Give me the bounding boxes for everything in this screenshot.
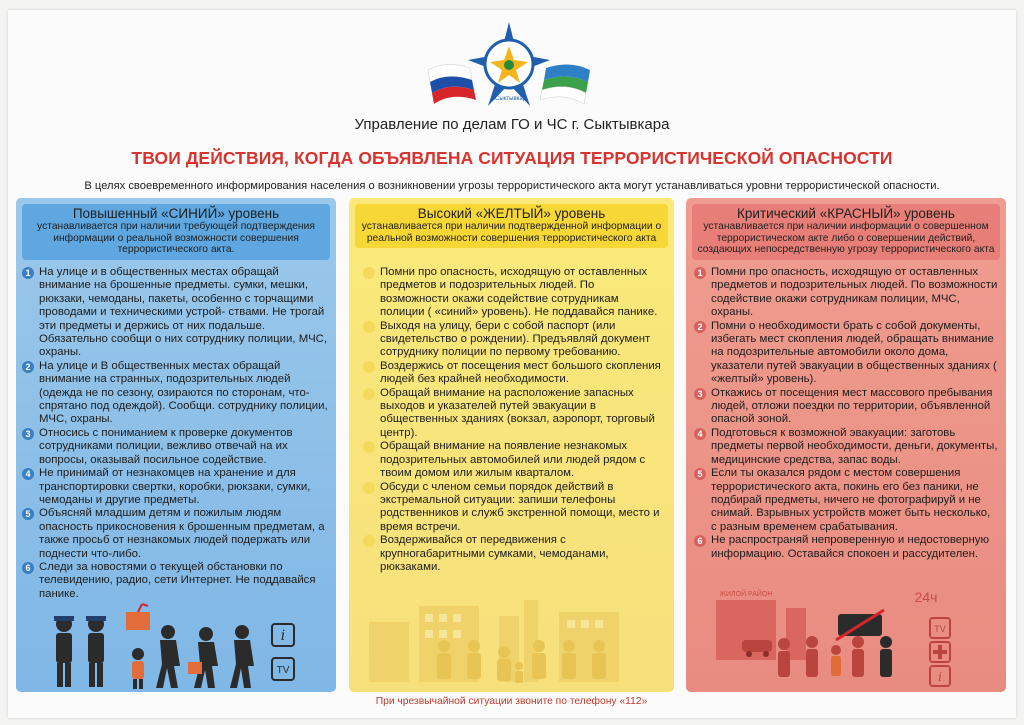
svg-text:i: i bbox=[280, 628, 286, 644]
person-with-bag-icon bbox=[188, 627, 218, 688]
list-item bbox=[22, 561, 328, 601]
yellow-level-title: Высокий «ЖЕЛТЫЙ» уровень bbox=[417, 206, 606, 221]
item-text: Обсуди с членом семьи порядок действий в экстремальной ситуации: запиши телефоны родственников и служб экстренной помощи, место и время встречи. bbox=[380, 480, 660, 533]
item-text: Относись с пониманием к проверке документов сотрудниками полиции, вежливо отвечай на их вопросы, оказывай посильное содействие. bbox=[39, 426, 293, 466]
emblem-city-text: г.Сыктывкар bbox=[491, 96, 527, 102]
list-item bbox=[363, 387, 662, 441]
list-item bbox=[22, 507, 328, 561]
item-text: Обращай внимание на расположение запасных выходов и указателей путей эвакуации в общественных зданиях (вокзал, аэропорт, торговый центр). bbox=[380, 386, 655, 439]
item-number: 5 bbox=[694, 468, 706, 480]
item-text: Не распространяй непроверенную и недостоверную информацию. Оставайся спокоен и рассудителен. bbox=[711, 534, 989, 560]
child-icon bbox=[132, 648, 144, 689]
item-text: На улице и В общественных местах обращай внимание на странных, подозрительных людей (одежда не по сезону, озираются по сторонам, что-спрятано под одеждой). Сообщи. сотруднику полиции, МЧС, охраны. bbox=[39, 359, 328, 426]
svg-text:TV: TV bbox=[276, 665, 290, 676]
blue-actions-list bbox=[22, 266, 328, 601]
list-item bbox=[22, 467, 328, 507]
tv-icon bbox=[930, 618, 950, 638]
residential-area-sign-icon bbox=[720, 589, 773, 598]
item-text: Воздерживайся от передвижения с крупногабаритными сумками, чемоданами, рюкзаками. bbox=[380, 534, 609, 573]
list-item bbox=[694, 387, 998, 427]
item-number: 1 bbox=[363, 267, 375, 279]
item-text: Помни о необходимости брать с собой документы, избегать мест скопления людей, обращать внимание на подозрительные автомобили около дома, указатели путей эвакуации в общественных зданиях ( «желтый» уровень). bbox=[711, 319, 997, 386]
civil-defense-star-icon bbox=[468, 22, 550, 106]
item-number: 3 bbox=[363, 361, 375, 373]
red-level-title: Критический «КРАСНЫЙ» уровень bbox=[737, 206, 955, 221]
list-item bbox=[694, 266, 998, 320]
org-title: Управление по делам ГО и ЧС г. Сыктывкара bbox=[354, 116, 670, 133]
item-text: Выходя на улицу, бери с собой паспорт (или свидетельство о рождении). Предъявляй документ сотруднику полиции по первому требованию. bbox=[380, 319, 651, 359]
clock-24h-icon bbox=[915, 589, 938, 605]
red-illustration bbox=[686, 584, 1006, 692]
item-number: 4 bbox=[363, 388, 375, 400]
list-item bbox=[363, 320, 662, 360]
info-sign-icon bbox=[272, 624, 294, 646]
item-number: 7 bbox=[363, 535, 375, 547]
item-number: 1 bbox=[22, 267, 34, 279]
intro-text: В целях своевременного информирования населения о возникновении угрозы террористического акта могут устанавливаться уровни террористической опасности. bbox=[84, 180, 940, 192]
emergency-phone-note: При чрезвычайной ситуации звоните по телефону «112» bbox=[375, 696, 648, 707]
blue-level-subtitle: устанавливается при наличии требующей подтверждения информации о реальной возможности совершения террористического акта. bbox=[37, 221, 315, 255]
list-item bbox=[22, 427, 328, 467]
page-title: ТВОИ ДЕЙСТВИЯ, КОГДА ОБЪЯВЛЕНА СИТУАЦИЯ ТЕРРОРИСТИЧЕСКОЙ ОПАСНОСТИ bbox=[131, 148, 893, 168]
blue-level-header bbox=[22, 204, 330, 260]
item-text: Объясняй младшим детям и пожилым людям опасность прикосновения к брошенным предметам, а также просьб от незнакомых людей подержать или поднести что-либо. bbox=[39, 507, 325, 560]
police-officer-icon bbox=[86, 616, 106, 687]
item-text: Следи за новостями о текущей обстановки по телевидению, радио, сети Интернет. Не поддавайся панике. bbox=[39, 560, 316, 600]
red-level-header bbox=[692, 204, 1000, 260]
yellow-illustration bbox=[349, 592, 674, 692]
yellow-level-subtitle: устанавливается при наличии подтвержденной информации о реальной возможности совершения террористического акта bbox=[361, 221, 662, 244]
russian-flag-icon bbox=[428, 64, 476, 104]
item-number: 6 bbox=[363, 482, 375, 494]
item-number: 5 bbox=[363, 441, 375, 453]
list-item bbox=[363, 360, 662, 387]
item-number: 3 bbox=[694, 388, 706, 400]
yellow-actions-list bbox=[363, 266, 662, 574]
blue-illustration bbox=[16, 602, 336, 692]
list-item bbox=[363, 266, 662, 320]
item-number: 3 bbox=[22, 428, 34, 440]
svg-text:TV: TV bbox=[934, 624, 946, 634]
komi-flag-icon bbox=[540, 64, 590, 104]
tv-icon bbox=[272, 658, 294, 680]
item-number: 1 bbox=[694, 267, 706, 279]
item-number: 6 bbox=[694, 535, 706, 547]
svg-text:24ч: 24ч bbox=[914, 589, 938, 605]
yellow-level-header bbox=[355, 204, 668, 248]
blue-level-panel bbox=[16, 198, 336, 692]
item-text: Помни про опасность, исходящую от оставленных предметов и подозрительных людей. По возможности содействие окажи сотрудникам полиции, МЧС, охраны. bbox=[711, 266, 998, 319]
item-text: Если ты оказался рядом с местом совершения террористического акта, покинь его без паники, не подбирай предметы, ничего не фотографируй и не снимай. Взрывных устройств может быть несколько, с разным временем срабатывания. bbox=[711, 467, 991, 533]
walking-person-icon bbox=[230, 625, 254, 688]
medical-cross-icon bbox=[930, 642, 950, 662]
yellow-level-panel bbox=[349, 198, 674, 692]
list-item bbox=[363, 481, 662, 535]
item-number: 2 bbox=[694, 321, 706, 333]
item-text: Воздержись от посещения мест большого скопления людей без крайней необходимости. bbox=[380, 359, 661, 386]
list-item bbox=[363, 534, 662, 574]
walking-person-icon bbox=[156, 625, 180, 688]
svg-text:ЖИЛОЙ РАЙОН: ЖИЛОЙ РАЙОН bbox=[719, 591, 773, 598]
svg-text:i: i bbox=[938, 670, 942, 684]
city-buildings-icon bbox=[369, 600, 619, 682]
item-text: Откажись от посещения мест массового пребывания людей, отложи поездки по территории, объявленной опасной зоной. bbox=[711, 386, 993, 426]
list-item bbox=[22, 266, 328, 360]
red-level-subtitle: устанавливается при наличии информации о совершенном террористическом акте либо о совершении действий, создающих непосредственную угрозу террористического акта bbox=[697, 221, 995, 255]
item-text: Помни про опасность, исходящую от оставленных предметов и подозрительных людей. По возможности окажи содействие сотрудникам полиции ( «синий» уровень). Не поддавайся панике. bbox=[380, 266, 658, 319]
item-text: На улице и в общественных местах обращай внимание на брошенные предметы. сумки, мешки, рюкзаки, чемоданы, пакеты, особенно с торчащими проводами и техническими устрой- ствами. Не трогай эти предметы и держись от них подальше. Обязательно сообщи о них сотруднику полиции, МЧС, охраны. bbox=[39, 266, 328, 359]
item-number: 2 bbox=[363, 321, 375, 333]
list-item bbox=[694, 320, 998, 387]
red-level-panel bbox=[686, 198, 1006, 692]
blue-level-title: Повышенный «СИНИЙ» уровень bbox=[72, 206, 280, 221]
rescuer-icon bbox=[880, 636, 892, 677]
list-item bbox=[694, 427, 998, 467]
item-number: 6 bbox=[22, 562, 34, 574]
item-text: Обращай внимание на появление незнакомых подозрительных автомобилей или людей рядом с твоим домом или жилым кварталом. bbox=[380, 440, 646, 480]
emblem-graphic bbox=[426, 20, 592, 112]
list-item bbox=[694, 467, 998, 534]
red-actions-list bbox=[694, 266, 998, 561]
list-item bbox=[363, 440, 662, 480]
camera-forbidden-icon bbox=[836, 610, 884, 640]
item-text: Подготовься к возможной эвакуации: заготовь предметы первой необходимости, деньги, документы, медицинские средства, запас воды. bbox=[711, 426, 998, 466]
police-officer-icon bbox=[54, 616, 74, 687]
item-text: Не принимай от незнакомцев на хранение и для транспортировки свертки, коробки, рюкзаки, сумки, чемоданы и другие предметы. bbox=[39, 467, 311, 506]
item-number: 4 bbox=[22, 468, 34, 480]
item-number: 2 bbox=[22, 361, 34, 373]
list-item bbox=[694, 534, 998, 561]
item-number: 5 bbox=[22, 508, 34, 520]
emblem bbox=[426, 20, 592, 112]
item-number: 4 bbox=[694, 428, 706, 440]
info-sign-icon bbox=[930, 666, 950, 686]
list-item bbox=[22, 360, 328, 427]
suspicious-package-icon bbox=[126, 604, 150, 630]
